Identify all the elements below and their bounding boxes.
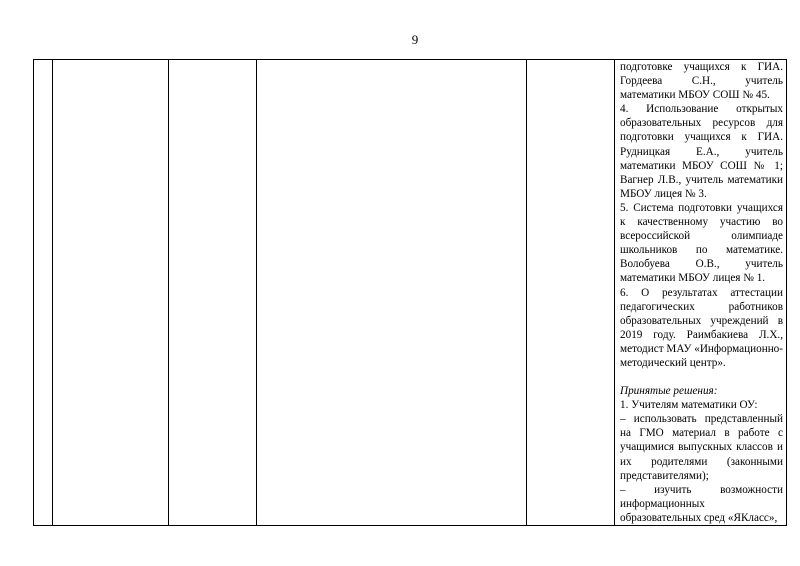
decision-item: 1. Учителям математики ОУ: <box>620 399 758 412</box>
cell-content <box>615 60 786 525</box>
table-cell-number <box>34 60 53 526</box>
table-cell-3 <box>169 60 257 526</box>
agenda-item: подготовке учащихся к ГИА. Гордеева С.Н., учитель математики МБОУ СОШ № 45. <box>620 61 783 102</box>
table-cell-content <box>615 60 787 526</box>
table-cell-5 <box>527 60 615 526</box>
decisions-heading: Принятые решения: <box>620 385 718 398</box>
document-table <box>33 59 787 526</box>
paragraph-spacer <box>620 370 783 384</box>
table-cell-2 <box>53 60 169 526</box>
page-number: 9 <box>411 32 419 47</box>
agenda-item: 6. О результатах аттестации педагогических работников образовательных учреждений в 2019 году. Раимбакиева Л.Х., методист МАУ «Информационно-методический центр». <box>620 286 783 369</box>
agenda-item: 5. Система подготовки учащихся к качественному участию во всероссийской олимпиаде школьников по математике. Волобуева О.В., учитель математики МБОУ лицея № 1. <box>620 201 783 285</box>
table-cell-4 <box>257 60 527 526</box>
agenda-item: 4. Использование открытых образовательных ресурсов для подготовки учащихся к ГИА. Рудницкая Е.А., учитель математики МБОУ СОШ № 1; Вагнер Л.В., учитель математики МБОУ лицея № 3. <box>620 103 783 200</box>
decision-item: – использовать представленный на ГМО материал в работе с учащимися выпускных классов и их родителями (законными представителями); <box>620 413 783 482</box>
table-row <box>34 60 787 526</box>
decision-item: – изучить возможности информационных образовательных сред «ЯКласс», <box>620 483 783 524</box>
